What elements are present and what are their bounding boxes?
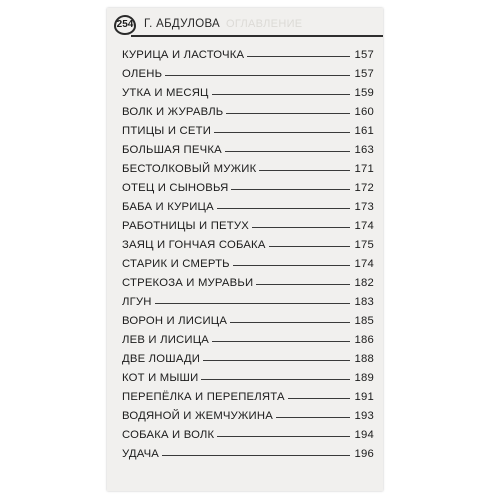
toc-entry: [122, 220, 374, 239]
header-rule: [131, 35, 383, 37]
toc-entry-page-number: 157: [354, 68, 374, 80]
toc-entry-title: УДАЧА: [122, 448, 160, 460]
toc-entry-title: ОТЕЦ И СЫНОВЬЯ: [122, 182, 229, 194]
toc-leader-line: [226, 113, 350, 114]
toc-entry: [122, 239, 374, 258]
table-of-contents: [122, 49, 374, 467]
toc-entry-title: КУРИЦА И ЛАСТОЧКА: [122, 49, 245, 61]
toc-leader-line: [217, 208, 350, 209]
toc-leader-line: [212, 94, 350, 95]
toc-leader-line: [259, 170, 350, 171]
toc-entry-title: РАБОТНИЦЫ И ПЕТУХ: [122, 220, 249, 232]
toc-leader-line: [230, 322, 350, 323]
toc-entry: [122, 410, 374, 429]
toc-entry-page-number: 196: [354, 448, 374, 460]
toc-entry: [122, 201, 374, 220]
toc-leader-line: [165, 75, 350, 76]
toc-entry-title: ОЛЕНЬ: [122, 68, 163, 80]
toc-entry-page-number: 174: [354, 220, 374, 232]
toc-entry: [122, 87, 374, 106]
toc-entry-page-number: 191: [354, 391, 374, 403]
toc-entry-page-number: 173: [354, 201, 374, 213]
toc-entry-title: УТКА И МЕСЯЦ: [122, 87, 209, 99]
toc-leader-line: [155, 303, 350, 304]
toc-entry-title: СОБАКА И ВОЛК: [122, 429, 215, 441]
toc-entry: [122, 334, 374, 353]
toc-entry-title: ЗАЯЦ И ГОНЧАЯ СОБАКА: [122, 239, 266, 251]
toc-entry: [122, 144, 374, 163]
toc-leader-line: [162, 455, 350, 456]
toc-entry-title: ДВЕ ЛОШАДИ: [122, 353, 201, 365]
toc-leader-line: [233, 265, 350, 266]
toc-leader-line: [231, 189, 350, 190]
toc-entry: [122, 429, 374, 448]
toc-entry-page-number: 159: [354, 87, 374, 99]
toc-leader-line: [276, 417, 350, 418]
toc-entry-page-number: 175: [354, 239, 374, 251]
toc-entry: [122, 353, 374, 372]
bleed-through-text: ОГЛАВЛЕНИЕ: [226, 18, 303, 30]
toc-entry-title: ЛГУН: [122, 296, 152, 308]
toc-entry: [122, 315, 374, 334]
toc-entry: [122, 258, 374, 277]
toc-entry-title: СТАРИК И СМЕРТЬ: [122, 258, 230, 270]
toc-entry-page-number: 188: [354, 353, 374, 365]
toc-leader-line: [217, 436, 350, 437]
page-number-badge: 254: [114, 15, 136, 35]
toc-entry-page-number: 161: [354, 125, 374, 137]
toc-entry-title: СТРЕКОЗА И МУРАВЬИ: [122, 277, 254, 289]
toc-entry: [122, 448, 374, 467]
toc-entry-page-number: 174: [354, 258, 374, 270]
toc-leader-line: [214, 132, 350, 133]
toc-entry: [122, 391, 374, 410]
toc-entry: [122, 106, 374, 125]
toc-entry-page-number: 171: [354, 163, 374, 175]
toc-entry: [122, 163, 374, 182]
toc-leader-line: [203, 360, 350, 361]
toc-entry: [122, 372, 374, 391]
toc-entry-page-number: 186: [354, 334, 374, 346]
toc-entry-page-number: 193: [354, 410, 374, 422]
toc-leader-line: [252, 227, 350, 228]
toc-entry-page-number: 185: [354, 315, 374, 327]
toc-entry: [122, 182, 374, 201]
toc-entry: [122, 125, 374, 144]
toc-leader-line: [269, 246, 350, 247]
toc-entry-title: ВОРОН И ЛИСИЦА: [122, 315, 228, 327]
toc-entry: [122, 296, 374, 315]
toc-entry-title: БАБА И КУРИЦА: [122, 201, 214, 213]
toc-entry-title: КОТ И МЫШИ: [122, 372, 199, 384]
toc-entry-title: ЛЕВ И ЛИСИЦА: [122, 334, 209, 346]
page-header: [114, 15, 376, 35]
toc-entry-page-number: 189: [354, 372, 374, 384]
toc-entry-title: ПЕРЕПЁЛКА И ПЕРЕПЕЛЯТА: [122, 391, 285, 403]
toc-leader-line: [247, 56, 350, 57]
toc-entry-page-number: 172: [354, 182, 374, 194]
toc-entry-page-number: 183: [354, 296, 374, 308]
toc-leader-line: [212, 341, 350, 342]
author-name: Г. АБДУЛОВА: [144, 18, 221, 30]
book-page: [107, 8, 383, 491]
toc-entry-page-number: 160: [354, 106, 374, 118]
toc-leader-line: [288, 398, 350, 399]
toc-entry-page-number: 157: [354, 49, 374, 61]
toc-entry-title: БЕСТОЛКОВЫЙ МУЖИК: [122, 163, 257, 175]
toc-entry: [122, 68, 374, 87]
toc-entry-title: ПТИЦЫ И СЕТИ: [122, 125, 212, 137]
toc-leader-line: [256, 284, 350, 285]
toc-leader-line: [201, 379, 350, 380]
toc-entry: [122, 277, 374, 296]
toc-entry-page-number: 194: [354, 429, 374, 441]
toc-leader-line: [225, 151, 350, 152]
toc-entry-page-number: 163: [354, 144, 374, 156]
toc-entry: [122, 49, 374, 68]
toc-entry-title: ВОЛК И ЖУРАВЛЬ: [122, 106, 224, 118]
toc-entry-title: ВОДЯНОЙ И ЖЕМЧУЖИНА: [122, 410, 273, 422]
toc-entry-title: БОЛЬШАЯ ПЕЧКА: [122, 144, 222, 156]
toc-entry-page-number: 182: [354, 277, 374, 289]
